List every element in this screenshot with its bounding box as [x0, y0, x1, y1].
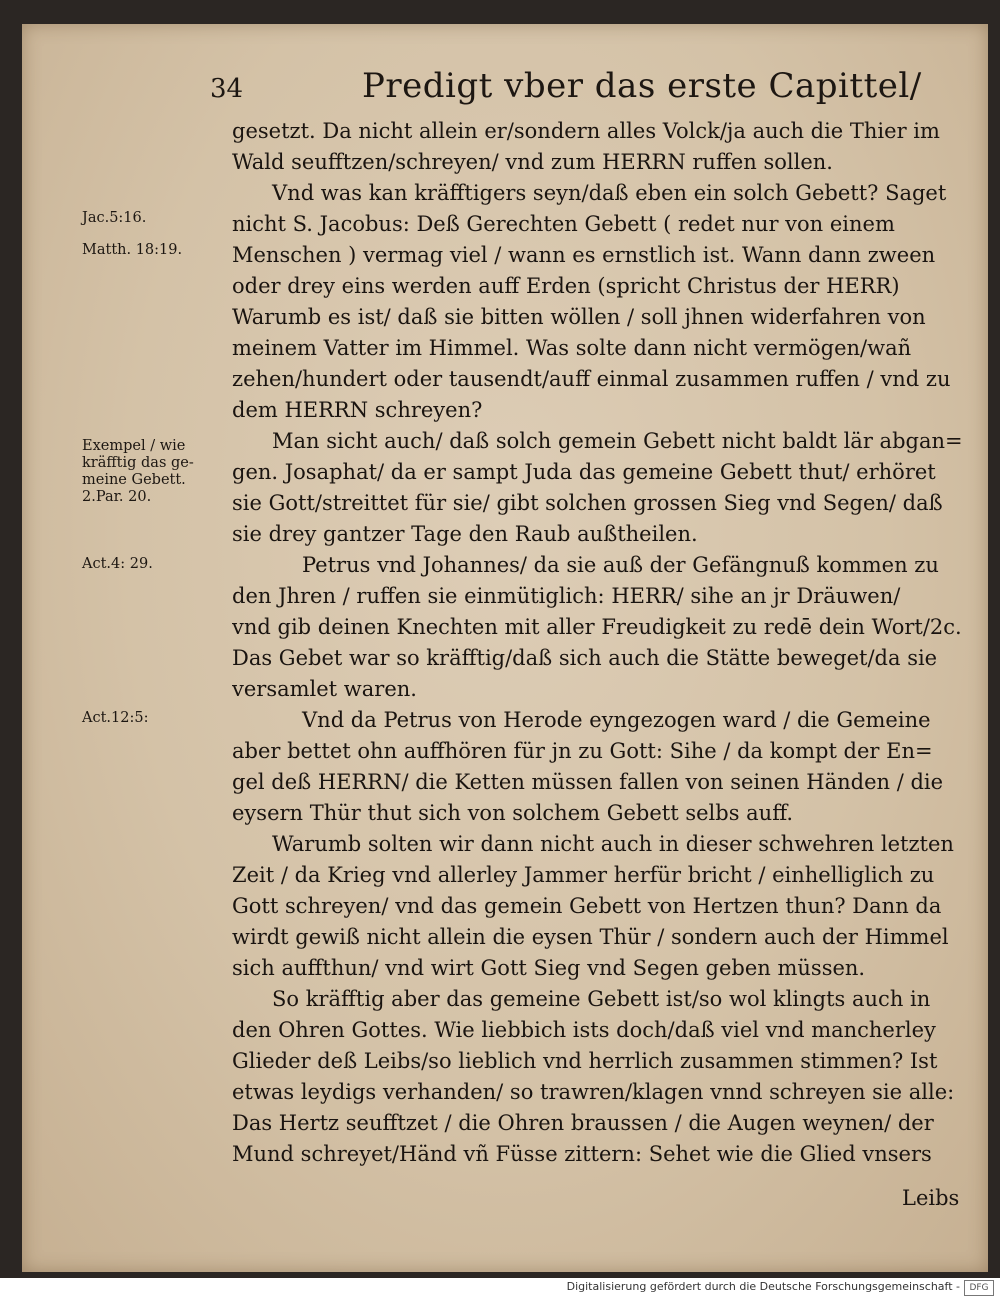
text-line: Das Hertz seufftzet / die Ohren braussen / die Augen weynen/ der	[232, 1111, 934, 1135]
margin-note-jac: Jac.5:16.	[82, 210, 147, 226]
footer-bar	[0, 1278, 1000, 1297]
text-line: Vnd da Petrus von Herode eyngezogen ward / die Gemeine	[302, 708, 931, 732]
text-line: wirdt gewiß nicht allein die eysen Thür / sondern auch der Himmel	[232, 925, 949, 949]
text-line: Warumb es ist/ daß sie bitten wöllen / soll jhnen widerfahren von	[232, 305, 926, 329]
text-line: sie drey gantzer Tage den Raub außtheilen.	[232, 522, 698, 546]
text-line: den Ohren Gottes. Wie liebbich ists doch/daß viel vnd mancherley	[232, 1018, 936, 1042]
text-line: Vnd was kan kräfftigers seyn/daß eben ein solch Gebett? Saget	[272, 181, 947, 205]
page-number: 34	[210, 74, 244, 104]
margin-note-act12: Act.12:5:	[82, 710, 149, 726]
text-line: Mund schreyet/Händ vñ Füsse zittern: Sehet wie die Glied vnsers	[232, 1142, 932, 1166]
text-line: Man sicht auch/ daß solch gemein Gebett nicht baldt lär abgan=	[272, 429, 963, 453]
text-line: oder drey eins werden auff Erden (spricht Christus der HERR)	[232, 274, 900, 298]
catchword: Leibs	[902, 1186, 960, 1210]
text-line: sie Gott/streittet für sie/ gibt solchen grossen Sieg vnd Segen/ daß	[232, 491, 943, 515]
margin-note-matth: Matth. 18:19.	[82, 242, 183, 258]
text-line: Das Gebet war so kräfftig/daß sich auch die Stätte beweget/da sie	[232, 646, 938, 670]
page-header	[202, 64, 962, 112]
text-line: Zeit / da Krieg vnd allerley Jammer herfür bricht / einhelliglich zu	[232, 863, 935, 887]
text-line: meinem Vatter im Himmel. Was solte dann nicht vermögen/wañ	[232, 336, 912, 360]
funding-credit: Digitalisierung gefördert durch die Deutsche Forschungsgemeinschaft -	[566, 1280, 960, 1293]
text-line: versamlet waren.	[232, 677, 417, 701]
running-title: Predigt vber das erste Capittel/	[362, 66, 922, 106]
text-line: nicht S. Jacobus: Deß Gerechten Gebett ( redet nur von einem	[232, 212, 895, 236]
text-line: etwas leydigs verhanden/ so trawren/klagen vnnd schreyen sie alle:	[232, 1080, 955, 1104]
text-line: sich auffthun/ vnd wirt Gott Sieg vnd Segen geben müssen.	[232, 956, 866, 980]
book-page	[22, 24, 988, 1272]
text-line: Glieder deß Leibs/so lieblich vnd herrlich zusammen stimmen? Ist	[232, 1049, 938, 1073]
text-line: Gott schreyen/ vnd das gemein Gebett von Hertzen thun? Dann da	[232, 894, 942, 918]
text-line: gesetzt. Da nicht allein er/sondern alles Volck/ja auch die Thier im	[232, 119, 940, 143]
text-line: Warumb solten wir dann nicht auch in dieser schwehren letzten	[272, 832, 954, 856]
margin-note-act4: Act.4: 29.	[82, 556, 153, 572]
text-line: dem HERRN schreyen?	[232, 398, 483, 422]
margin-note-exempel: Exempel / wie kräfftig das ge- meine Gebett. 2.Par. 20.	[82, 438, 194, 505]
text-line: vnd gib deinen Knechten mit aller Freudigkeit zu redē dein Wort/2c.	[232, 615, 962, 639]
text-line: Wald seufftzen/schreyen/ vnd zum HERRN ruffen sollen.	[232, 150, 833, 174]
text-line: So kräfftig aber das gemeine Gebett ist/so wol klingts auch in	[272, 987, 931, 1011]
text-line: gel deß HERRN/ die Ketten müssen fallen von seinen Händen / die	[232, 770, 944, 794]
text-line: Petrus vnd Johannes/ da sie auß der Gefängnuß kommen zu	[302, 553, 939, 577]
text-line: Menschen ) vermag viel / wann es ernstlich ist. Wann dann zween	[232, 243, 936, 267]
text-line: aber bettet ohn auffhören für jn zu Gott: Sihe / da kompt der En=	[232, 739, 933, 763]
dfg-logo-icon: DFG	[964, 1280, 994, 1296]
text-line: eysern Thür thut sich von solchem Gebett selbs auff.	[232, 801, 794, 825]
body-text	[232, 116, 972, 1170]
text-line: gen. Josaphat/ da er sampt Juda das gemeine Gebett thut/ erhöret	[232, 460, 936, 484]
text-line: zehen/hundert oder tausendt/auff einmal zusammen ruffen / vnd zu	[232, 367, 951, 391]
text-line: den Jhren / ruffen sie einmütiglich: HERR/ sihe an jr Dräuwen/	[232, 584, 901, 608]
